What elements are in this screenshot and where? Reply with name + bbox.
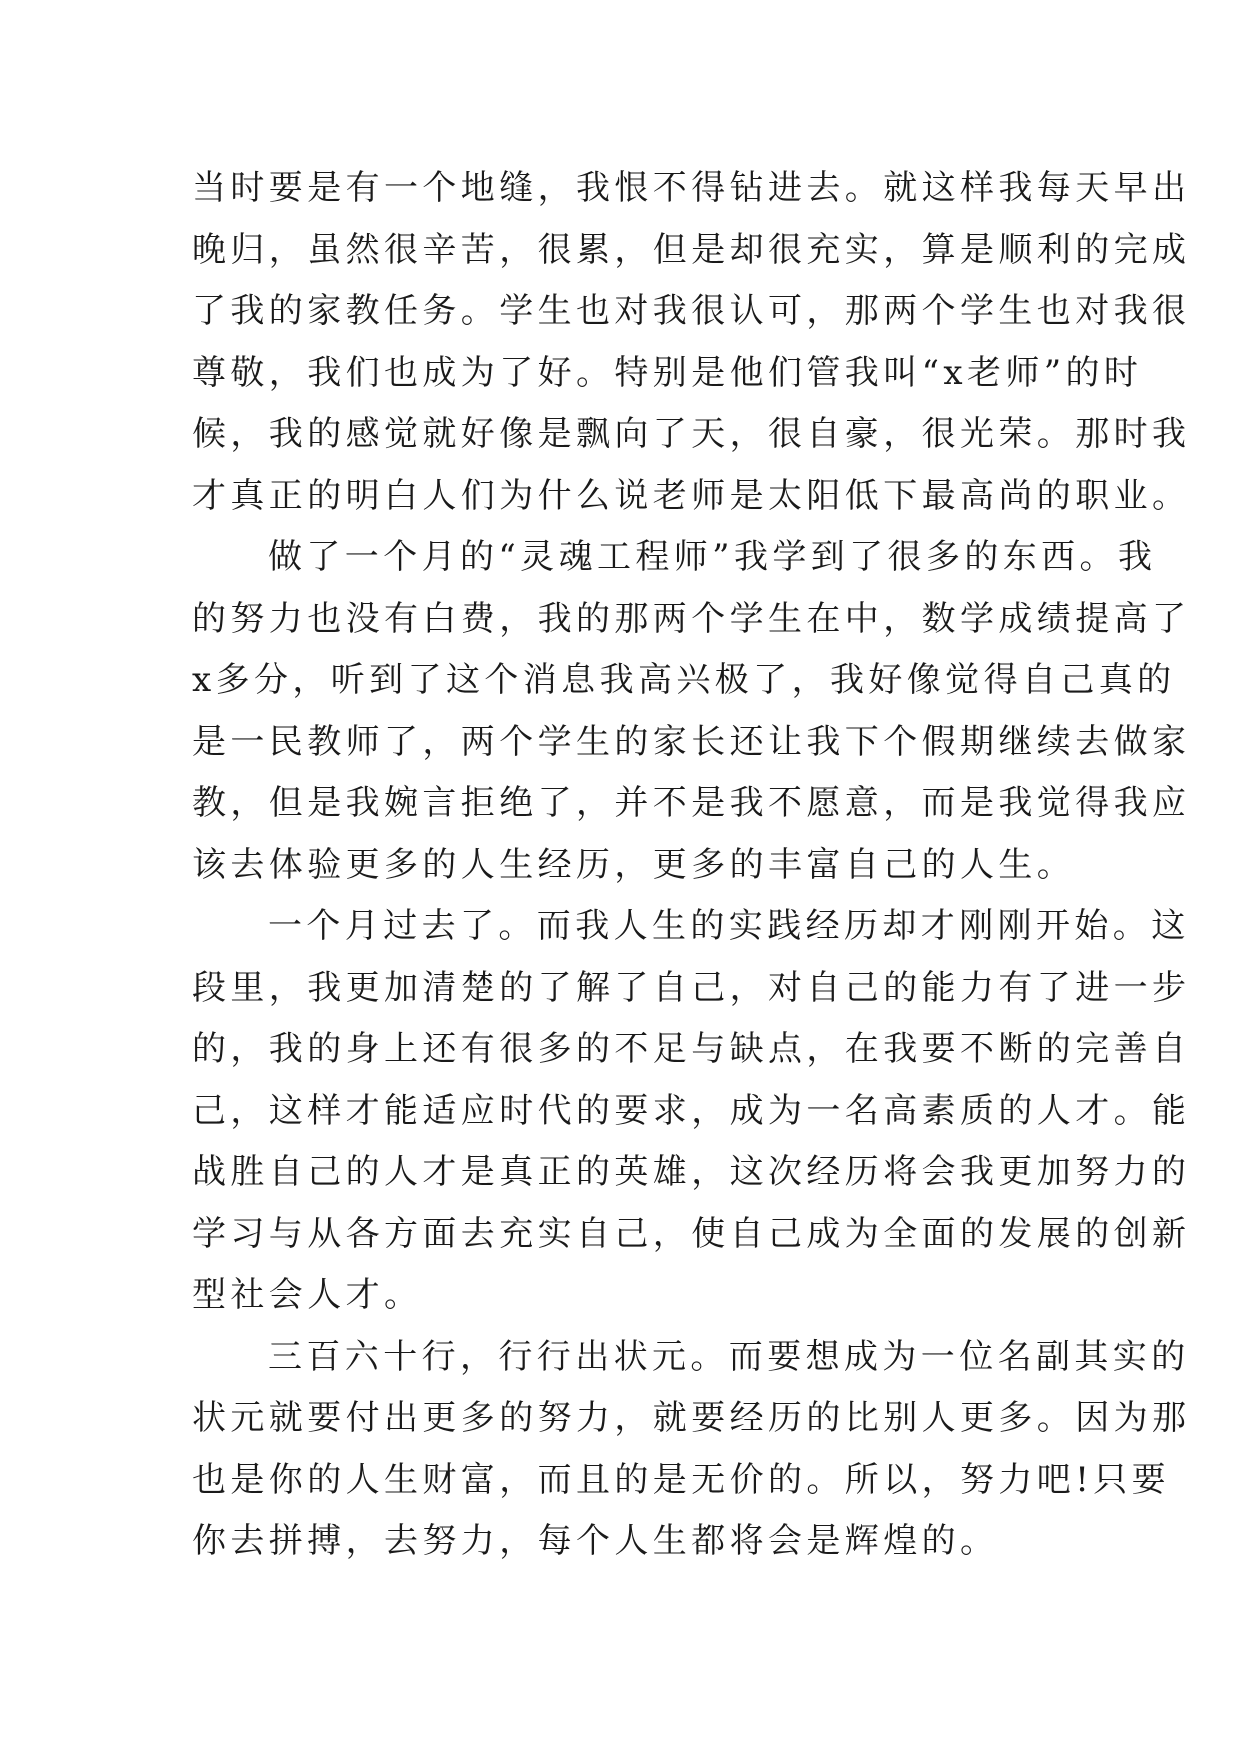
text-line: 晚归，虽然很辛苦，很累，但是却很充实，算是顺利的完成 (192, 229, 1191, 270)
text-line: 学习与从各方面去充实自己，使自己成为全面的发展的创新 (192, 1213, 1191, 1254)
text-line: 了我的家教任务。学生也对我很认可，那两个学生也对我很 (192, 291, 1191, 331)
text-line: 该去体验更多的人生经历，更多的丰富自己的人生。 (192, 844, 1076, 885)
text-line: 是一民教师了，两个学生的家长还让我下个假期继续去做家 (192, 721, 1191, 762)
text-line: 才真正的明白人们为什么说老师是太阳低下最高尚的职业。 (192, 475, 1191, 516)
text-line: 候，我的感觉就好像是飘向了天，很自豪，很光荣。那时我 (192, 414, 1191, 454)
text-line: 状元就要付出更多的努力，就要经历的比别人更多。因为那 (192, 1398, 1191, 1438)
paragraph-start-line: 一个月过去了。而我人生的实践经历却才刚刚开始。这 (268, 906, 1190, 946)
text-line: 段里，我更加清楚的了解了自己，对自己的能力有了进一步 (192, 967, 1191, 1008)
text-line: 战胜自己的人才是真正的英雄，这次经历将会我更加努力的 (192, 1152, 1191, 1192)
text-line: 的努力也没有白费，我的那两个学生在中，数学成绩提高了 (192, 598, 1191, 639)
body-text (192, 158, 1191, 1573)
text-line: x多分，听到了这个消息我高兴极了，我好像觉得自己真的 (192, 660, 1176, 700)
text-line: 你去拼搏，去努力，每个人生都将会是辉煌的。 (192, 1521, 999, 1561)
text-line: 尊敬，我们也成为了好。特别是他们管我叫“x老师”的时 (192, 352, 1143, 393)
text-line: 也是你的人生财富，而且的是无价的。所以，努力吧!只要 (192, 1459, 1171, 1500)
paragraph-start-line: 做了一个月的“灵魂工程师”我学到了很多的东西。我 (268, 537, 1157, 577)
paragraph-start-line: 三百六十行，行行出状元。而要想成为一位名副其实的 (268, 1336, 1190, 1377)
text-line: 的，我的身上还有很多的不足与缺点，在我要不断的完善自 (192, 1029, 1191, 1069)
text-line: 当时要是有一个地缝，我恨不得钻进去。就这样我每天早出 (192, 168, 1191, 208)
text-line: 教，但是我婉言拒绝了，并不是我不愿意，而是我觉得我应 (192, 783, 1191, 823)
text-line: 己，这样才能适应时代的要求，成为一名高素质的人才。能 (192, 1090, 1191, 1131)
text-line: 型社会人才。 (192, 1275, 423, 1315)
